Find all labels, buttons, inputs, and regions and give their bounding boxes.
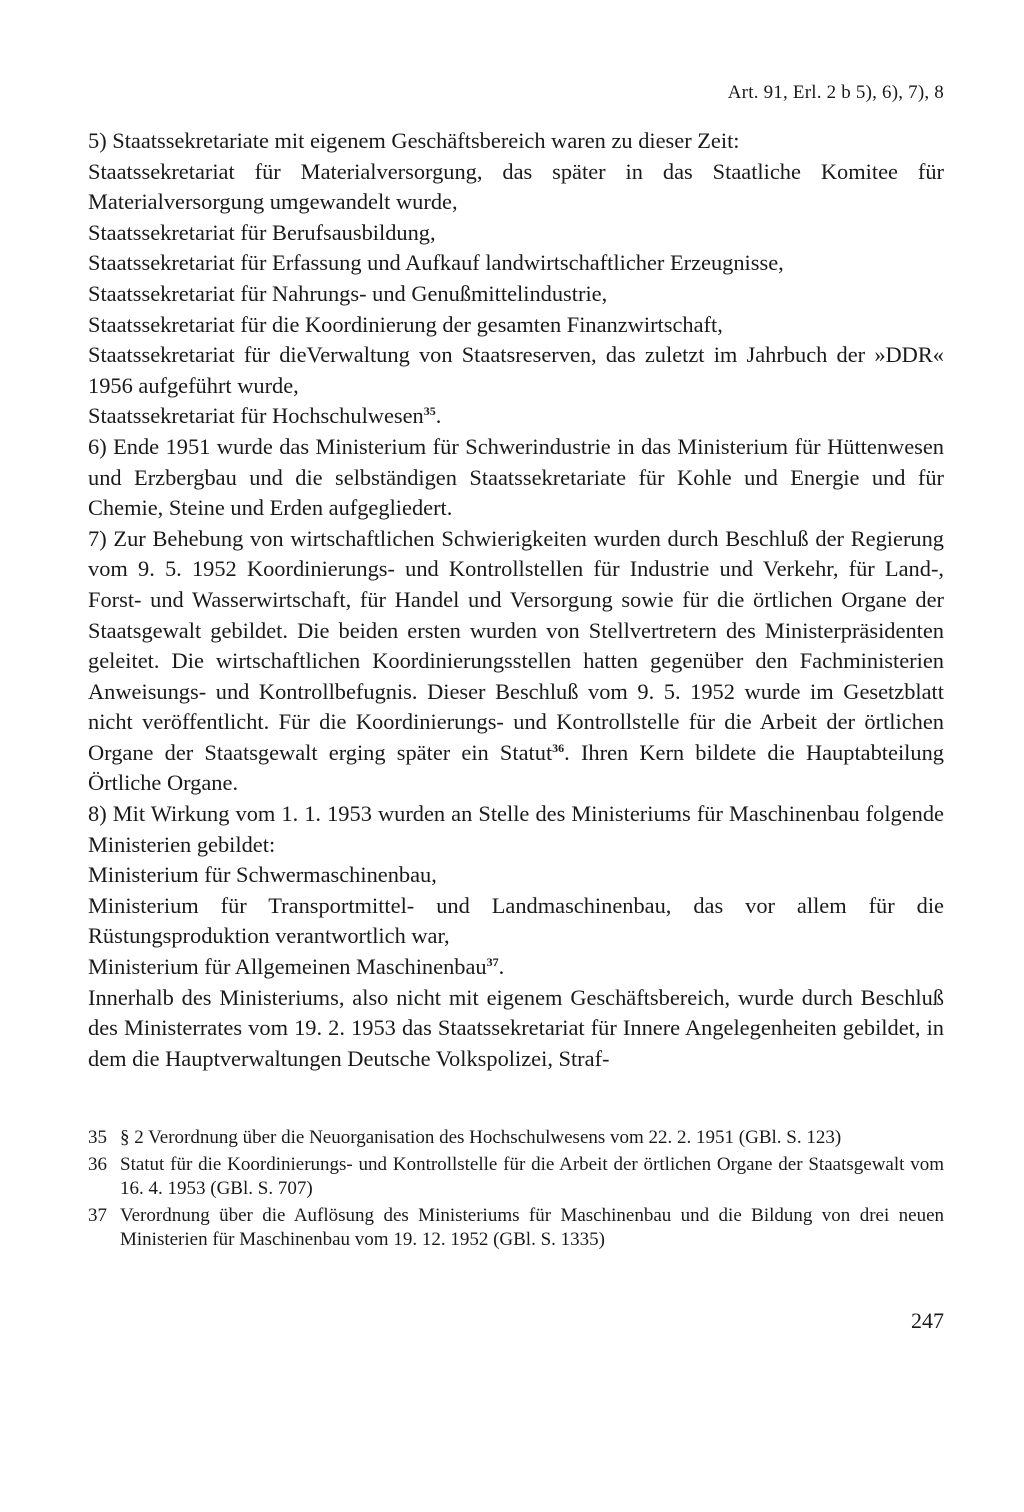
item-5-list-entry: Staatssekretariat für Erfassung und Aufkauf landwirtschaftlicher Erzeugnisse, <box>88 250 784 276</box>
item-8-intro: 8) Mit Wirkung vom 1. 1. 1953 wurden an Stelle des Ministeriums für Maschinenbau folgende Ministerien gebildet: <box>88 801 944 857</box>
item-8-last-end: . <box>498 954 505 980</box>
running-head: Art. 91, Erl. 2 b 5), 6), 7), 8 <box>727 82 944 103</box>
footnote-ref-36[interactable]: 36 <box>552 740 565 755</box>
footnote-number: 35 <box>88 1127 107 1148</box>
item-5-list-entry: Staatssekretariat für Nahrungs- und Genußmittelindustrie, <box>88 280 608 306</box>
page-number: 247 <box>911 1308 944 1333</box>
item-7-text-b: . Ihren Kern bildete die Hauptabteilung Örtliche Organe. <box>88 739 944 796</box>
body-text <box>88 126 944 1074</box>
footnote-text: § 2 Verordnung über die Neuorganisation des Hochschulwesens vom 22. 2. 1951 (GBl. S. 123) <box>120 1127 842 1148</box>
item-8-list-entry: Ministerium für Schwermaschinenbau, <box>88 862 437 888</box>
footnote-ref-37[interactable]: 37 <box>486 955 499 970</box>
item-5-list-entry: Staatssekretariat für die Koordinierung der gesamten Finanzwirtschaft, <box>88 311 723 337</box>
footnote-text: Verordnung über die Auflösung des Ministeriums für Maschinenbau und die Bildung von drei neuen Ministerien für Maschinenbau vom 19. 12. 1952 (GBl. S. 1335) <box>120 1204 944 1250</box>
item-5-list-entry: Staatssekretariat für dieVerwaltung von Staatsreserven, das zuletzt im Jahrbuch der »DDR« 1956 aufgeführt wurde, <box>88 342 944 398</box>
item-5-intro: 5) Staatssekretariate mit eigenem Geschäftsbereich waren zu dieser Zeit: <box>88 128 740 153</box>
item-5-last-end: . <box>435 403 442 429</box>
item-7-text-a: 7) Zur Behebung von wirtschaftlichen Schwierigkeiten wurden durch Beschluß der Regierung vom 9. 5. 1952 Koordinierungs- und Kontrollstellen für Industrie und Verkehr, für Land-, Forst- und Wasserwirtschaft, für Handel und Versorgung sowie für die örtlichen Organe der Staatsgewalt gebildet. Die beiden ersten wurden von Stellvertretern des Ministerpräsidenten geleitet. Die wirtschaftlichen Koordinierungsstellen hatten gegenüber den Fachministerien Anweisungs- und Kontrollbefugnis. Dieser Beschluß vom 9. 5. 1952 wurde im Gesetzblatt nicht veröffentlicht. Für die Koordinierungs- und Kontrollstelle für die Arbeit der örtlichen Organe der Staatsgewalt erging später ein Statut <box>88 525 944 765</box>
footnote-number: 37 <box>88 1204 107 1226</box>
item-5-list-entry: Staatssekretariat für Berufsausbildung, <box>88 219 436 245</box>
item-8-last-text: Ministerium für Allgemeinen Maschinenbau <box>88 954 487 980</box>
item-8-list-last <box>88 952 944 983</box>
footnote-ref-35[interactable]: 35 <box>423 404 436 419</box>
footnotes <box>88 1126 944 1255</box>
item-6-paragraph: 6) Ende 1951 wurde das Ministerium für Schwerindustrie in das Ministerium für Hüttenwesen und Erzbergbau und die selbständigen Staatssekretariate für Kohle und Energie und für Chemie, Steine und Erden aufgegliedert. <box>88 433 944 521</box>
footnote-37 <box>88 1204 944 1253</box>
footnote-number: 36 <box>88 1153 107 1175</box>
footnote-text: Statut für die Koordinierungs- und Kontrollstelle für die Arbeit der örtlichen Organe der Staatsgewalt vom 16. 4. 1953 (GBl. S. 707) <box>120 1153 944 1199</box>
item-5-list-entry: Staatssekretariat für Materialversorgung, das später in das Staatliche Komitee für Materialversorgung umgewandelt wurde, <box>88 158 944 215</box>
item-5-list-last <box>88 401 944 432</box>
item-8-list-entry: Ministerium für Transportmittel- und Landmaschinenbau, das vor allem für die Rüstungsproduktion verantwortlich war, <box>88 892 944 949</box>
item-8-closing-paragraph: Innerhalb des Ministeriums, also nicht mit eigenem Geschäftsbereich, wurde durch Beschluß des Ministerrates vom 19. 2. 1953 das Staatssekretariat für Innere Angelegenheiten gebildet, in dem die Hauptverwaltungen Deutsche Volkspolizei, Straf- <box>88 984 944 1071</box>
document-page <box>88 0 944 1512</box>
footnote-35 <box>88 1126 944 1151</box>
item-7-paragraph <box>88 524 944 799</box>
item-5-last-text: Staatssekretariat für Hochschulwesen <box>88 403 424 429</box>
footnote-36 <box>88 1153 944 1202</box>
